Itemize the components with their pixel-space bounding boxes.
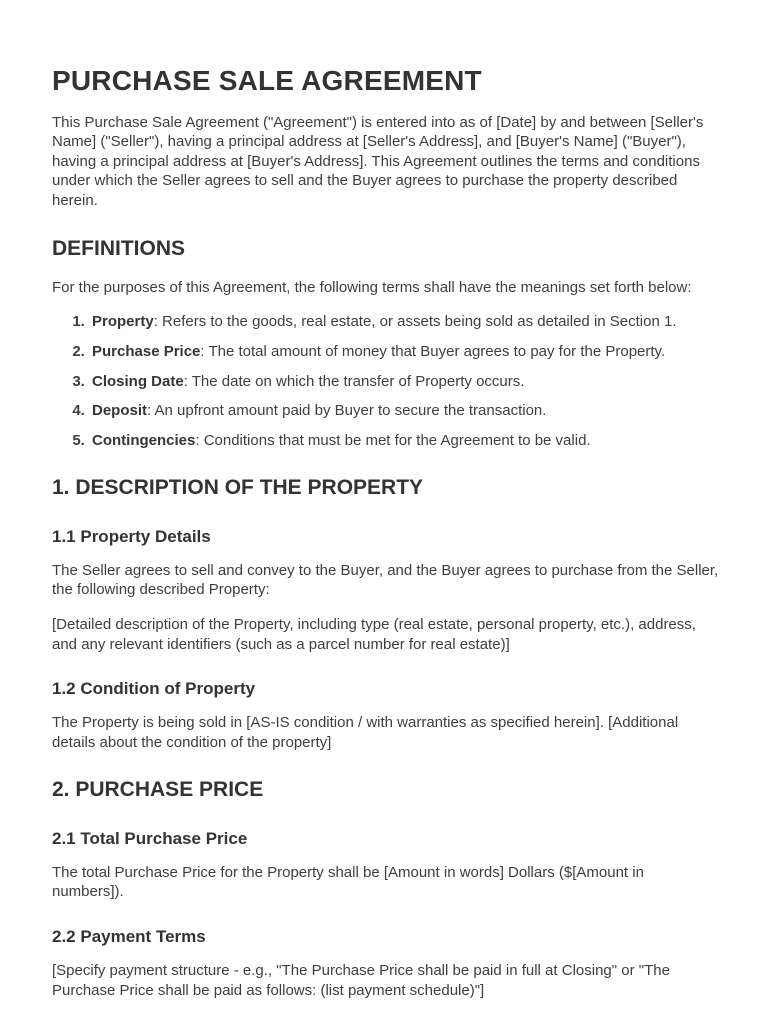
definition-text: : The date on which the transfer of Property occurs. <box>183 372 525 390</box>
definitions-heading: DEFINITIONS <box>52 236 186 260</box>
definitions-list <box>52 312 719 450</box>
intro-paragraph: This Purchase Sale Agreement ("Agreement") is entered into as of [Date] by and between [Seller's Name] ("Seller"), having a principal address at [Seller's Address], and [Buyer's Name] ("Buyer"), having a principal address at [Buyer's Address]. This Agreement outlines the terms and conditions under which the Seller agrees to sell and the Buyer agrees to purchase the property described herein. <box>52 113 704 209</box>
subsection-heading-condition-of-property: 1.2 Condition of Property <box>52 679 256 699</box>
definition-item-closing-date <box>89 372 719 392</box>
definition-term: Deposit <box>92 402 148 420</box>
paragraph-property-details-2: [Detailed description of the Property, including type (real estate, personal property, etc.), address, and any relevant identifiers (such as a parcel number for real estate)] <box>52 615 696 653</box>
subsection-heading-property-details: 1.1 Property Details <box>52 526 211 546</box>
definitions-lead: For the purposes of this Agreement, the following terms shall have the meanings set forth below: <box>52 278 692 296</box>
document-title: PURCHASE SALE AGREEMENT <box>52 65 482 96</box>
paragraph-total-purchase-price: The total Purchase Price for the Property shall be [Amount in words] Dollars ($[Amount in numbers]). <box>52 863 644 901</box>
definition-item-property <box>89 312 719 332</box>
section-heading-description-of-property: 1. DESCRIPTION OF THE PROPERTY <box>52 476 424 500</box>
definition-text: : Refers to the goods, real estate, or assets being sold as detailed in Section 1. <box>153 313 677 331</box>
definition-term: Purchase Price <box>92 343 201 360</box>
definition-item-contingencies <box>89 431 719 451</box>
section-heading-purchase-price: 2. PURCHASE PRICE <box>52 778 264 802</box>
definition-text: : The total amount of money that Buyer agrees to pay for the Property. <box>200 343 666 360</box>
paragraph-property-details-1: The Seller agrees to sell and convey to the Buyer, and the Buyer agrees to purchase from the Seller, the following described Property: <box>52 561 719 599</box>
subsection-heading-payment-terms: 2.2 Payment Terms <box>52 926 206 946</box>
definition-item-deposit <box>89 401 719 421</box>
paragraph-payment-terms: [Specify payment structure - e.g., "The Purchase Price shall be paid in full at Closing" or "The Purchase Price shall be paid as follows: (list payment schedule)"] <box>52 962 670 999</box>
definition-term: Property <box>92 313 154 331</box>
definition-term: Closing Date <box>92 372 184 390</box>
definition-item-purchase-price <box>89 342 719 362</box>
definition-term: Contingencies <box>92 431 196 449</box>
subsection-heading-total-purchase-price: 2.1 Total Purchase Price <box>52 828 248 848</box>
definition-text: : Conditions that must be met for the Agreement to be valid. <box>195 431 591 449</box>
paragraph-condition-of-property: The Property is being sold in [AS-IS condition / with warranties as specified herein]. [Additional details about the condition of the property] <box>52 714 679 751</box>
definition-text: : An upfront amount paid by Buyer to secure the transaction. <box>147 402 547 420</box>
